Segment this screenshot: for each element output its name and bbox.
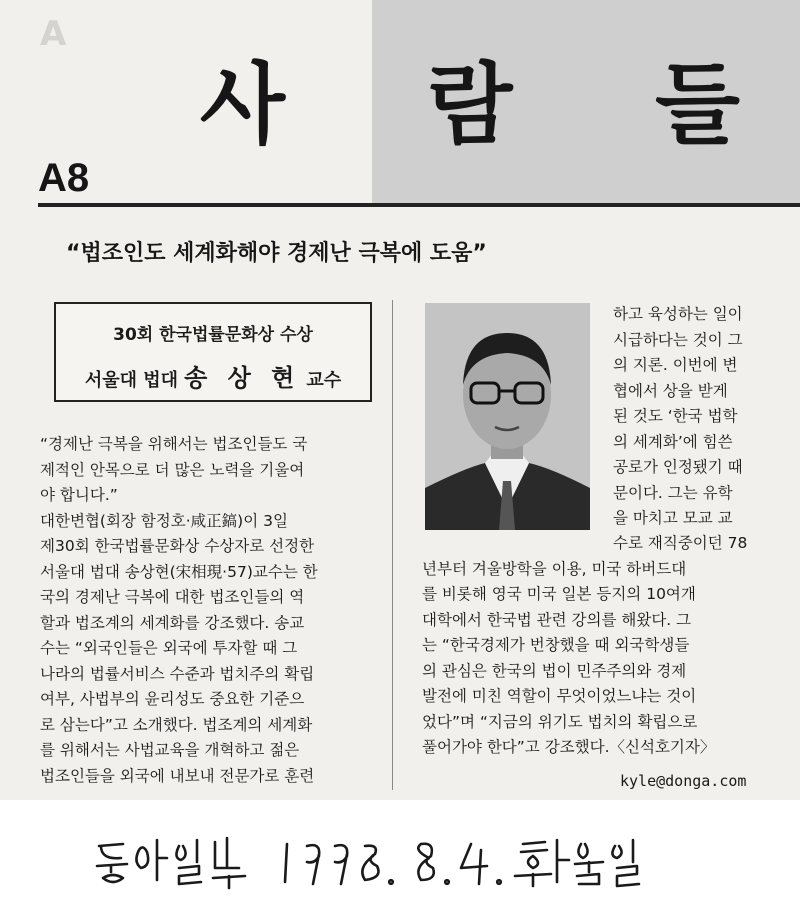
- text-line: 서울대 법대 송상현(宋相現·57)교수는 한: [40, 562, 318, 581]
- text-line: 된 것도 ‘한국 법학: [613, 407, 738, 425]
- text-line: 문이다. 그는 유학: [613, 483, 733, 502]
- recipient-affiliation: 서울대 법대: [84, 370, 179, 391]
- text-line: 년부터 겨울방학을 이용, 미국 하버드대: [422, 559, 687, 578]
- column-rule: [392, 300, 393, 790]
- text-line: 나라의 법률서비스 수준과 법치주의 확립: [40, 664, 315, 683]
- section-title-char: 사: [200, 53, 286, 156]
- text-line: 제적인 안목으로 더 많은 노력을 기울여: [40, 460, 305, 479]
- article-body-right-narrow: [613, 302, 793, 532]
- text-line: 의 지론. 이번에 변: [613, 356, 738, 374]
- text-line: 발전에 미친 역할이 무엇이었느냐는 것이: [422, 687, 697, 705]
- award-title: 30회 한국법률문화상 수상: [113, 325, 313, 345]
- text-line: 할과 법조계의 세계화를 강조했다. 송교: [40, 613, 305, 632]
- recipient-name: 송 상 현: [184, 364, 301, 392]
- header-rule: [38, 203, 800, 207]
- recipient-line: [56, 358, 370, 393]
- recipient-title: 교수: [306, 370, 342, 391]
- text-line: 었다”며 “지금의 위기도 법치의 확립으로: [422, 712, 698, 731]
- text-line: 의 세계화’에 힘쓴: [613, 432, 733, 451]
- portrait-photo: [425, 303, 590, 530]
- portrait-image: [425, 303, 590, 530]
- text-line: 의 관심은 한국의 법이 민주주의와 경제: [422, 661, 687, 680]
- reporter-email: kyle@donga.com: [620, 772, 747, 790]
- bleed-through-print: A: [40, 14, 69, 54]
- text-line: 대한변협(회장 함정호·咸正鎬)이 3일: [40, 511, 288, 530]
- text-line: 로 삼는다”고 소개했다. 법조계의 세계화: [40, 715, 313, 734]
- section-title: [200, 38, 740, 158]
- text-line: 풀어가야 한다”고 강조했다.〈신석호기자〉: [422, 738, 716, 756]
- article-body-left: [40, 432, 385, 789]
- text-line: 수는 “외국인들은 외국에 투자할 때 그: [40, 639, 298, 657]
- text-line: 수로 재직중이던 78: [613, 534, 748, 552]
- text-line: 야 합니다.”: [40, 486, 118, 504]
- text-line: 여부, 사법부의 윤리성도 중요한 기준으: [40, 690, 305, 708]
- section-title-char: 들: [654, 53, 740, 156]
- text-line: 을 마치고 모교 교: [613, 509, 733, 527]
- text-line: 협에서 상을 받게: [613, 381, 728, 400]
- award-info-box: [54, 302, 372, 402]
- page-number: A8: [38, 156, 90, 200]
- text-line: 를 위해서는 사법교육을 개혁하고 젊은: [40, 741, 300, 759]
- text-line: 하고 육성하는 일이: [613, 305, 743, 323]
- text-line: “경제난 극복을 위해서는 법조인들도 국: [40, 435, 308, 453]
- text-line: 국의 경제난 극복에 대한 법조인들의 역: [40, 588, 305, 606]
- text-line: 공로가 인정됐기 때: [613, 458, 743, 476]
- article-body-right-wide: [422, 531, 794, 761]
- text-line: 시급하다는 것이 그: [613, 330, 743, 349]
- article-headline: “법조인도 세계화해야 경제난 극복에 도움”: [66, 241, 487, 266]
- text-line: 대학에서 한국법 관련 강의를 해왔다. 그: [422, 610, 692, 629]
- handwritten-date-note: [95, 832, 655, 892]
- text-line: 를 비롯해 영국 미국 일본 등지의 10여개: [422, 585, 696, 603]
- section-title-char: 람: [427, 53, 513, 156]
- text-line: 는 “한국경제가 번창했을 때 외국학생들: [422, 636, 690, 654]
- text-line: 법조인들을 외국에 내보내 전문가로 훈련: [40, 766, 315, 785]
- text-line: 제30회 한국법률문화상 수상자로 선정한: [40, 537, 315, 555]
